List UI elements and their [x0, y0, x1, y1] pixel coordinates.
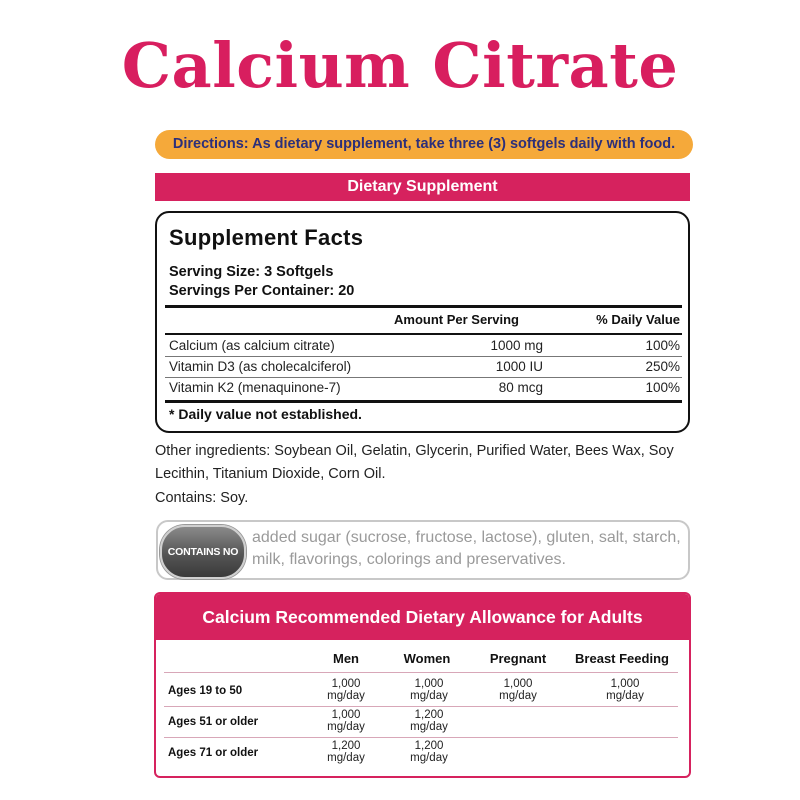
facts-row: [169, 336, 680, 356]
rda-row: [164, 676, 678, 707]
facts-row: [169, 357, 680, 377]
rda-value: 1,200 mg/day: [410, 709, 448, 733]
rda-table: [154, 592, 691, 778]
rda-value: 1,000 mg/day: [606, 678, 644, 702]
rda-col-men: Men: [333, 651, 359, 666]
daily-value-note: * Daily value not established.: [169, 406, 362, 422]
facts-divider: [165, 400, 682, 403]
rda-value: 1,200 mg/day: [327, 740, 365, 764]
rda-col-women: Women: [403, 651, 451, 666]
rda-row-label: Ages 19 to 50: [168, 685, 243, 697]
supplement-facts-title: Supplement Facts: [169, 225, 364, 250]
other-ingredients: Other ingredients: Soybean Oil, Gelatin, Glycerin, Purified Water, Bees Wax, Soy Lecithin, Titanium Dioxide, Corn Oil.: [155, 443, 674, 482]
rda-title: Calcium Recommended Dietary Allowance for Adults: [156, 594, 689, 640]
nutrient-name: Vitamin D3 (as cholecalciferol): [169, 359, 352, 374]
supplement-facts-panel: [155, 211, 690, 433]
nutrient-amount: 1000 IU: [495, 359, 543, 374]
servings-per-container: Servings Per Container: 20: [169, 283, 355, 299]
nutrient-name: Calcium (as calcium citrate): [169, 338, 335, 353]
serving-info: [169, 263, 354, 301]
facts-row: [169, 378, 680, 398]
rda-row-label: Ages 71 or older: [168, 747, 259, 759]
rda-value: 1,000 mg/day: [410, 678, 448, 702]
dietary-supplement-bar: Dietary Supplement: [155, 173, 690, 201]
nutrient-amount: 1000 mg: [490, 338, 543, 353]
rda-header-divider: [164, 672, 678, 673]
rda-col-pregnant: Pregnant: [489, 651, 547, 666]
nutrient-daily-value: 250%: [645, 359, 680, 374]
nutrient-daily-value: 100%: [645, 380, 680, 395]
nutrient-amount: 80 mcg: [498, 380, 543, 395]
rda-row: [164, 738, 678, 768]
nutrient-name: Vitamin K2 (menaquinone-7): [169, 380, 341, 395]
product-title: Calcium Citrate: [121, 29, 679, 102]
rda-value: 1,000 mg/day: [499, 678, 537, 702]
rda-value: 1,000 mg/day: [327, 678, 365, 702]
facts-divider: [165, 333, 682, 335]
rda-col-breast-feeding: Breast Feeding: [575, 651, 669, 666]
directions-banner: Directions: As dietary supplement, take three (3) softgels daily with food.: [155, 130, 693, 159]
rda-value: 1,000 mg/day: [327, 709, 365, 733]
contains-no-text: added sugar (sucrose, fructose, lactose), gluten, salt, starch, milk, flavorings, colorings and preservatives.: [252, 529, 681, 568]
facts-divider: [165, 305, 682, 308]
serving-size: Serving Size: 3 Softgels: [169, 264, 334, 280]
rda-row: [164, 707, 678, 738]
contains-no-panel: [156, 520, 690, 580]
rda-row-label: Ages 51 or older: [168, 716, 259, 728]
rda-value: 1,200 mg/day: [410, 740, 448, 764]
daily-value-header: % Daily Value: [596, 312, 680, 327]
amount-per-serving-header: Amount Per Serving: [394, 312, 519, 327]
contains-allergens: Contains: Soy.: [155, 490, 249, 506]
contains-no-badge: CONTAINS NO: [160, 525, 246, 579]
nutrient-daily-value: 100%: [645, 338, 680, 353]
